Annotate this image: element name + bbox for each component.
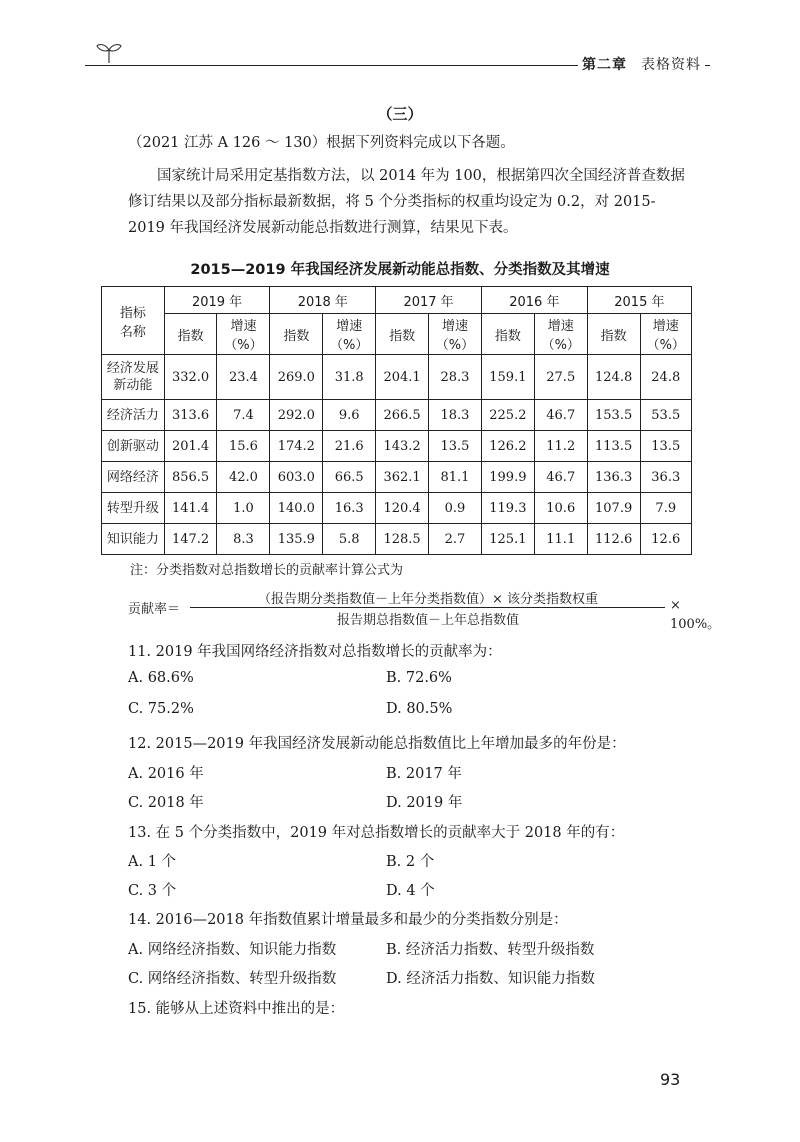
answer-option[interactable]: D. 2019 年	[386, 795, 463, 811]
indicator-name: 创新驱动	[102, 431, 165, 462]
index-col-header: 指数	[587, 314, 640, 355]
growth-value: 28.3	[429, 355, 482, 400]
table-row	[102, 462, 692, 493]
formula-numerator: （报告期分类指数值－上年分类指数值）× 该分类指数权重	[257, 592, 599, 607]
growth-value: 36.3	[640, 462, 691, 493]
year-header: 2018 年	[270, 287, 376, 314]
index-value: 124.8	[587, 355, 640, 400]
question-stem: 12. 2015—2019 年我国经济发展新动能总指数值比上年增加最多的年份是：	[128, 736, 626, 752]
year-header: 2016 年	[481, 287, 587, 314]
answer-option[interactable]: B. 2017 年	[386, 766, 462, 782]
growth-value: 13.5	[640, 431, 691, 462]
table-row	[102, 431, 692, 462]
growth-value: 9.6	[323, 400, 376, 431]
index-value: 292.0	[270, 400, 323, 431]
answer-option[interactable]: A. 2016 年	[128, 766, 204, 782]
index-value: 128.5	[376, 524, 429, 555]
index-value: 125.1	[481, 524, 534, 555]
growth-value: 46.7	[534, 462, 587, 493]
growth-value: 24.8	[640, 355, 691, 400]
index-value: 603.0	[270, 462, 323, 493]
growth-value: 23.4	[217, 355, 270, 400]
growth-value: 53.5	[640, 400, 691, 431]
table-row	[102, 400, 692, 431]
growth-value: 16.3	[323, 493, 376, 524]
index-value: 140.0	[270, 493, 323, 524]
question-stem: 13. 在 5 个分类指数中，2019 年对总指数增长的贡献率大于 2018 年的有：	[128, 825, 625, 841]
year-header: 2015 年	[587, 287, 691, 314]
indicator-name: 经济发展新动能	[102, 355, 165, 400]
year-header: 2017 年	[376, 287, 482, 314]
section-number: （三）	[377, 105, 423, 123]
growth-value: 13.5	[429, 431, 482, 462]
index-value: 119.3	[481, 493, 534, 524]
index-value: 159.1	[481, 355, 534, 400]
page-number: 93	[660, 1070, 681, 1089]
answer-option[interactable]: B. 2 个	[386, 854, 435, 870]
formula-note: 注：分类指数对总指数增长的贡献率计算公式为	[130, 563, 404, 578]
index-value: 313.6	[164, 400, 217, 431]
index-value: 174.2	[270, 431, 323, 462]
growth-value: 21.6	[323, 431, 376, 462]
answer-option[interactable]: A. 68.6%	[128, 670, 194, 686]
question-stem: 15. 能够从上述资料中推出的是：	[128, 1001, 345, 1017]
index-value: 362.1	[376, 462, 429, 493]
index-value: 136.3	[587, 462, 640, 493]
answer-option[interactable]: D. 4 个	[386, 883, 435, 899]
answer-option[interactable]: D. 经济活力指数、知识能力指数	[386, 971, 595, 987]
table-row	[102, 524, 692, 555]
table-title: 2015—2019 年我国经济发展新动能总指数、分类指数及其增速	[190, 262, 610, 278]
index-value: 332.0	[164, 355, 217, 400]
formula-lhs: 贡献率＝	[128, 602, 181, 617]
indicator-name: 经济活力	[102, 400, 165, 431]
index-value: 113.5	[587, 431, 640, 462]
formula-denominator: 报告期总指数值－上年总指数值	[336, 613, 519, 628]
contribution-formula	[128, 588, 721, 632]
index-value: 126.2	[481, 431, 534, 462]
growth-col-header: 增速（%）	[534, 314, 587, 355]
material-paragraph: 国家统计局采用定基指数方法，以 2014 年为 100，根据第四次全国经济普查数据修订结果以及部分指标最新数据，将 5 个分类指标的权重均设定为 0.2，对 2015-2019 年我国经济发展新动能总指数进行测算，结果见下表。	[128, 168, 685, 236]
growth-value: 12.6	[640, 524, 691, 555]
growth-value: 42.0	[217, 462, 270, 493]
index-value: 107.9	[587, 493, 640, 524]
growth-col-header: 增速（%）	[323, 314, 376, 355]
index-col-header: 指数	[481, 314, 534, 355]
answer-option[interactable]: C. 网络经济指数、转型升级指数	[128, 971, 337, 987]
index-value: 856.5	[164, 462, 217, 493]
section-label: 表格资料	[641, 57, 701, 73]
growth-value: 2.7	[429, 524, 482, 555]
index-value: 199.9	[481, 462, 534, 493]
growth-col-header: 增速（%）	[640, 314, 691, 355]
growth-col-header: 增速（%）	[217, 314, 270, 355]
answer-option[interactable]: B. 经济活力指数、转型升级指数	[386, 942, 595, 958]
growth-value: 0.9	[429, 493, 482, 524]
growth-value: 7.4	[217, 400, 270, 431]
index-value: 266.5	[376, 400, 429, 431]
growth-value: 11.2	[534, 431, 587, 462]
fraction-bar	[190, 607, 665, 608]
growth-value: 5.8	[323, 524, 376, 555]
data-table	[101, 286, 692, 555]
table-row	[102, 493, 692, 524]
indicator-name: 知识能力	[102, 524, 165, 555]
indicator-name: 转型升级	[102, 493, 165, 524]
question-stem: 11. 2019 年我国网络经济指数对总指数增长的贡献率为：	[128, 644, 502, 660]
corner-header: 指标名称	[102, 287, 165, 355]
index-col-header: 指数	[376, 314, 429, 355]
index-value: 201.4	[164, 431, 217, 462]
exam-source: （2021 江苏 A 126 ～ 130）根据下列资料完成以下各题。	[128, 135, 515, 151]
growth-value: 11.1	[534, 524, 587, 555]
index-value: 147.2	[164, 524, 217, 555]
index-col-header: 指数	[270, 314, 323, 355]
table-row	[102, 355, 692, 400]
running-header	[85, 40, 710, 72]
answer-option[interactable]: A. 1 个	[128, 854, 177, 870]
answer-option[interactable]: C. 2018 年	[128, 795, 204, 811]
growth-value: 1.0	[217, 493, 270, 524]
index-value: 269.0	[270, 355, 323, 400]
index-value: 204.1	[376, 355, 429, 400]
chapter-label: 第二章	[582, 57, 627, 73]
question-stem: 14. 2016—2018 年指数值累计增量最多和最少的分类指数分别是：	[128, 912, 568, 928]
answer-option[interactable]: B. 72.6%	[386, 670, 452, 686]
answer-option[interactable]: A. 网络经济指数、知识能力指数	[128, 942, 337, 958]
growth-value: 7.9	[640, 493, 691, 524]
index-value: 112.6	[587, 524, 640, 555]
index-value: 225.2	[481, 400, 534, 431]
index-value: 143.2	[376, 431, 429, 462]
growth-value: 31.8	[323, 355, 376, 400]
indicator-name: 网络经济	[102, 462, 165, 493]
index-value: 141.4	[164, 493, 217, 524]
growth-value: 46.7	[534, 400, 587, 431]
answer-option[interactable]: D. 80.5%	[386, 701, 453, 717]
table-body	[102, 355, 692, 555]
answer-option[interactable]: C. 3 个	[128, 883, 177, 899]
sprout-icon	[95, 40, 123, 64]
growth-value: 18.3	[429, 400, 482, 431]
growth-value: 27.5	[534, 355, 587, 400]
growth-value: 8.3	[217, 524, 270, 555]
growth-value: 10.6	[534, 493, 587, 524]
answer-option[interactable]: C. 75.2%	[128, 701, 194, 717]
year-header: 2019 年	[164, 287, 270, 314]
index-value: 120.4	[376, 493, 429, 524]
growth-value: 81.1	[429, 462, 482, 493]
index-value: 153.5	[587, 400, 640, 431]
growth-value: 66.5	[323, 462, 376, 493]
index-col-header: 指数	[164, 314, 217, 355]
growth-col-header: 增速（%）	[429, 314, 482, 355]
index-value: 135.9	[270, 524, 323, 555]
chapter-title	[578, 54, 705, 74]
growth-value: 15.6	[217, 431, 270, 462]
formula-rhs: × 100%。	[670, 598, 721, 632]
